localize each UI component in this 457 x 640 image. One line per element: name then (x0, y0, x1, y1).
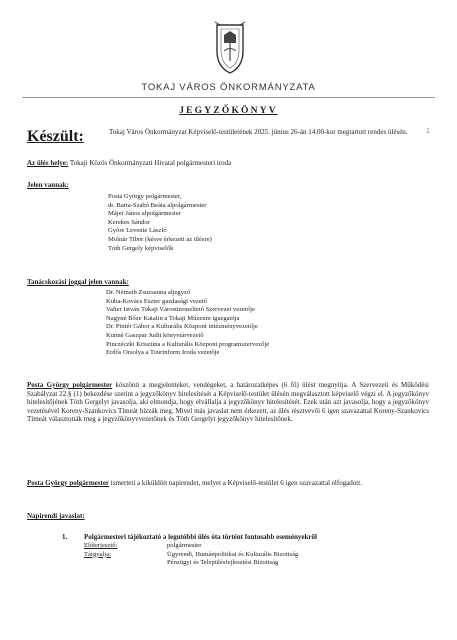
organization-title: TOKAJ VÁROS ÖNKORMÁNYZATA (141, 82, 316, 93)
advisory-member: Erdős Orsolya a Tourinform Iroda vezetője (106, 349, 220, 357)
present-heading: Jelen vannak: (27, 181, 69, 189)
committee-value: Ügyrendi, Humánpolitikai és Kulturális Bizottság (167, 550, 299, 558)
agenda-item-number: 1. (62, 533, 68, 541)
advisory-member: Kunné Gaszpar Judit könyvtárvezető (106, 331, 204, 339)
present-member: Tóth Gergely képviselők (108, 244, 174, 252)
presenter-label: Előterjesztő: (84, 542, 118, 549)
header-divider (22, 97, 435, 98)
opening-text: köszönti a megjelenteket, vendégeket, a határozatképes (6 fő) ülést megnyitja. A Szervezeti és Működési Szabályzat 22.§ (1) bekezdése szerint a jegyzőkönyv hitelesítését a Képviselő-testület ülésén megválasztott képviselő végzi el. A jegyzőkönyv hitelesítőjének Tóth Gergelyt javasolja, aki elmondja, hogy elvállalja a jegyzőkönyv hitelesítését. Ezek után azt javasolja, hogy a jegyzőkönyv vezetésével Koreny-Szankovics Tímeát bízzák meg. Mivel más javaslat nem érkezett, az ülés résztvevői 6 igen szavazattal Koreny-Szankovics Tímeát választották meg a jegyzőkönyvvezetőnek és Tóth Gergelyt jegyzőkönyv hitelesítőnek. (27, 381, 429, 424)
advisory-list (106, 289, 269, 358)
agenda-paragraph (27, 479, 429, 488)
document-title: JEGYZŐKÖNYV (179, 106, 278, 116)
location-block (27, 159, 427, 168)
agenda-item-title: Polgármesteri tájékoztató a legutóbbi ülés óta történt fontosabb eseményekről (84, 533, 317, 541)
coat-of-arms-icon (212, 21, 248, 76)
mayor-name: Posta György polgármester (27, 479, 110, 487)
advisory-member: Dr. Németh Zsuzsanna aljegyző (106, 289, 191, 296)
opening-paragraph (27, 381, 429, 424)
advisory-member: Dr. Pintér Gábor a Kulturális Központ intézményvezetője (106, 323, 258, 331)
present-list (108, 193, 212, 253)
location-text: Tokaji Közös Önkormányzati Hivatal polgármesteri iroda (69, 159, 232, 167)
committee-value: Pénzügyi és Településfejlesztési Bizottság (167, 559, 279, 567)
agenda-heading: Napirendi javaslat: (27, 512, 85, 520)
keszult-block (27, 128, 422, 146)
present-member: Kerekes Sándor (108, 218, 150, 226)
mayor-name: Posta György polgármester (27, 381, 113, 389)
presenter-value: polgármester (167, 542, 202, 549)
location-label: Az ülés helye: (27, 159, 69, 167)
page-corner-mark: 1 (426, 128, 430, 135)
committee-label: Tárgyalja: (84, 550, 111, 558)
present-member: Posta György polgármester, (108, 193, 182, 200)
advisory-heading: Tanácskozási joggal jelen vannak: (27, 278, 129, 286)
agenda-text: ismerteti a kiküldött napirendet, melyet a Képviselő-testület 6 igen szavazattal elfogadott. (109, 479, 362, 487)
advisory-member: Pinczéczki Krisztina a Kulturális Központ programszervezője (106, 340, 270, 348)
advisory-member: Kuba-Kovács Eszter gazdasági vezető (106, 297, 207, 305)
keszult-label: Készült: (27, 128, 84, 145)
advisory-member: Nagyné Bőze Katalin a Tokaji Múzeum igazgatója (106, 314, 240, 322)
agenda-item (62, 533, 432, 568)
present-member: dr. Barta-Szabó Beáta alpolgármester (108, 201, 207, 209)
present-member: Májer János alpolgármester (108, 210, 181, 218)
keszult-text: Tokaj Város Önkormányzat Képviselő-testületének 2025. június 26-án 14.00-kor megtartott rendes ülésén. (109, 128, 408, 136)
advisory-member: Valter István Tokaji Városüzemeltető Szervezet vezetője (106, 306, 255, 314)
present-member: Molnár Tibor (késve érkezett az ülésre) (108, 235, 212, 243)
present-member: Győre Levente László (108, 227, 167, 235)
